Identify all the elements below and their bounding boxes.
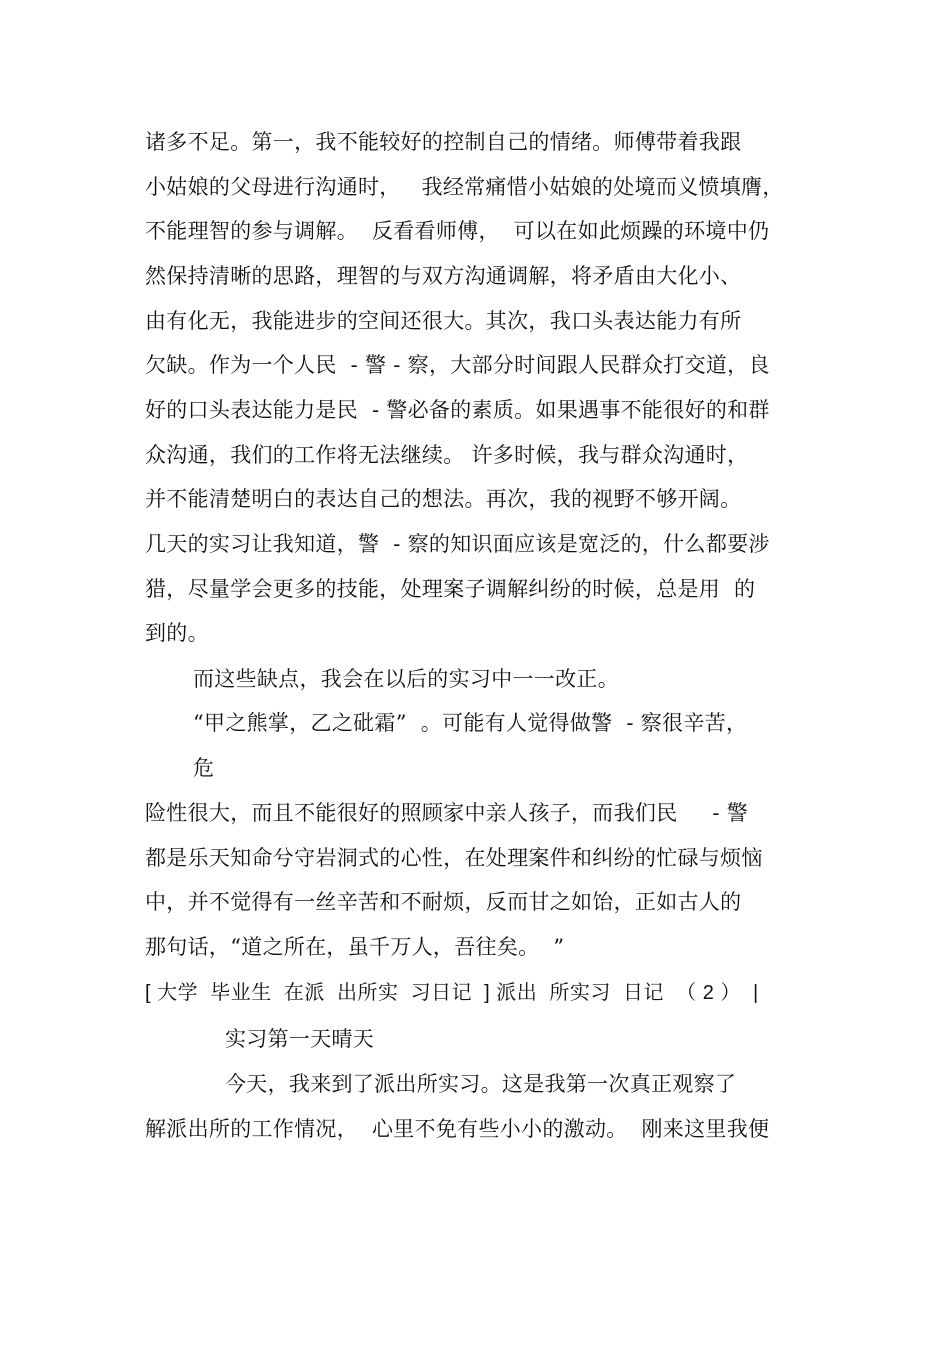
- paragraph-line: 到的。: [145, 621, 209, 645]
- paragraph-line: 然保持清晰的思路，理智的与双方沟通调解，将矛盾由大化小、: [145, 264, 742, 288]
- paragraph-line: 由有化无，我能进步的空间还很大。其次，我口头表达能力有所: [145, 309, 742, 333]
- paragraph-line: 都是乐天知命兮守岩洞式的心性，在处理案件和纠纷的忙碌与烦恼: [145, 846, 763, 870]
- section-heading: [ 大学 毕业生 在派 出所实 习日记 ] 派出 所实习 日记 （ 2 ） |: [145, 982, 759, 1004]
- paragraph-line: 险性很大，而且不能很好的照顾家中亲人孩子，而我们民 - 警: [145, 801, 749, 825]
- paragraph-line: 中，并不觉得有一丝辛苦和不耐烦，反而甘之如饴，正如古人的: [145, 890, 742, 914]
- paragraph-line: 几天的实习让我知道，警 - 察的知识面应该是宽泛的，什么都要涉: [145, 532, 770, 556]
- paragraph-line: 众沟通，我们的工作将无法继续。 许多时候，我与群众沟通时，: [145, 443, 749, 467]
- paragraph-line: 小姑娘的父母进行沟通时， 我经常痛惜小姑娘的处境而义愤填膺，: [145, 175, 784, 199]
- paragraph-line: 欠缺。作为一个人民 - 警 - 察，大部分时间跟人民群众打交道，良: [145, 353, 770, 377]
- paragraph-line: 不能理智的参与调解。 反看看师傅， 可以在如此烦躁的环境中仍: [145, 219, 770, 243]
- paragraph-line: 好的口头表达能力是民 - 警必备的素质。如果遇事不能很好的和群: [145, 398, 770, 422]
- paragraph-line: “甲之熊掌，乙之砒霜” 。可能有人觉得做警 - 察很辛苦，: [193, 711, 748, 735]
- paragraph-line: 今天，我来到了派出所实习。这是我第一次真正观察了: [225, 1072, 737, 1096]
- paragraph-line: 猎，尽量学会更多的技能，处理案子调解纠纷的时候，总是用 的: [145, 577, 756, 601]
- paragraph-line: 并不能清楚明白的表达自己的想法。再次，我的视野不够开阔。: [145, 487, 742, 511]
- paragraph-line: 那句话，“道之所在，虽千万人，吾往矣。 ”: [145, 935, 565, 959]
- paragraph-line: 危: [193, 756, 215, 780]
- paragraph-line: 解派出所的工作情况， 心里不免有些小小的激动。 刚来这里我便: [145, 1117, 770, 1141]
- paragraph-line: 诸多不足。第一，我不能较好的控制自己的情绪。师傅带着我跟: [145, 130, 742, 154]
- entry-title: 实习第一天晴天: [225, 1027, 375, 1051]
- paragraph-line: 而这些缺点，我会在以后的实习中一一改正。: [193, 667, 619, 691]
